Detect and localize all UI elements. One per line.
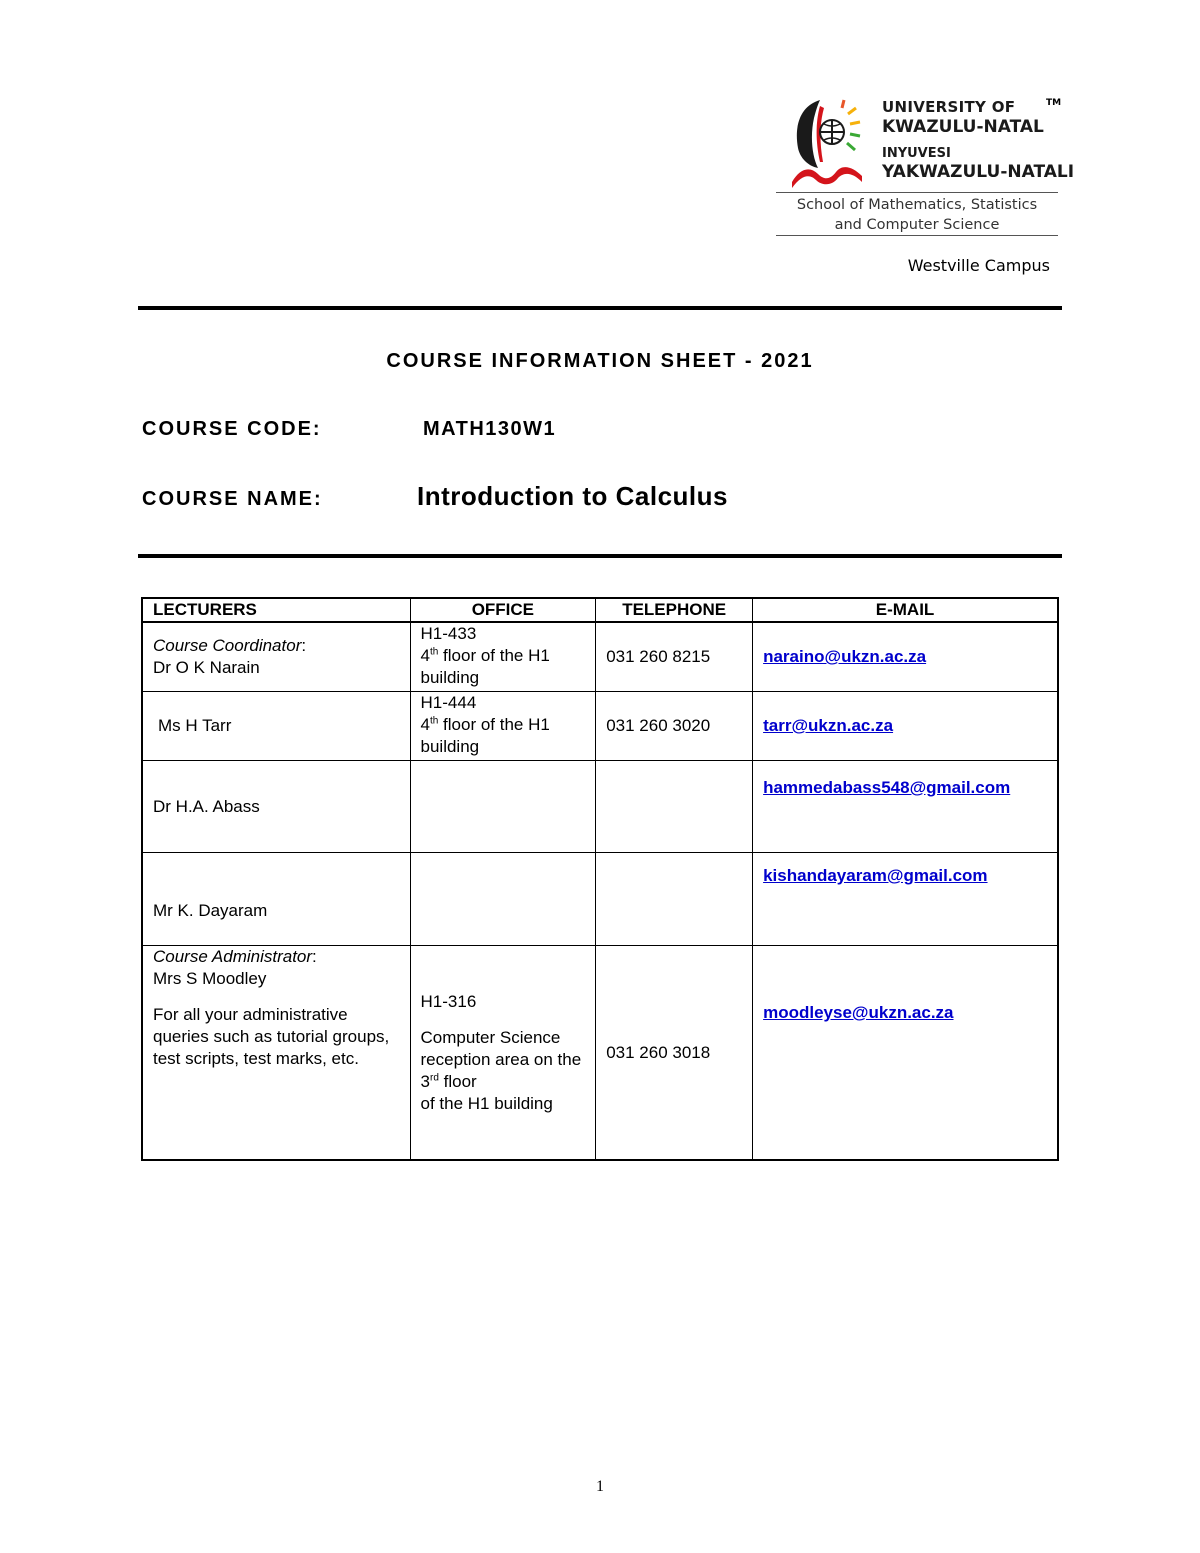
campus-name: Westville Campus (907, 256, 1050, 275)
course-name-label: COURSE NAME: (142, 488, 323, 510)
table-row (142, 946, 1058, 1161)
email-cell (753, 622, 1058, 692)
logo-text-inyuvesi: INYUVESI (882, 146, 951, 161)
lecturer-name: Ms H Tarr (158, 716, 232, 735)
lecturer-cell (142, 853, 410, 946)
table-row (142, 853, 1058, 946)
lecturer-role: Course Coordinator (153, 636, 302, 655)
lecturer-name: Mr K. Dayaram (153, 901, 268, 920)
office-cell (410, 946, 596, 1161)
lecturer-name: Dr H.A. Abass (153, 796, 260, 816)
office-code: H1-444 (420, 693, 477, 712)
email-link[interactable]: kishandayaram@gmail.com (763, 866, 988, 885)
logo-trademark: TM (1046, 98, 1062, 108)
telephone-cell (596, 761, 753, 853)
table-header-row (142, 598, 1058, 622)
ukzn-emblem-icon (790, 96, 864, 188)
logo-text-kwazulu-natal: KWAZULU-NATAL (882, 117, 1044, 137)
office-code: H1-316 (420, 991, 477, 1011)
school-name-line1: School of Mathematics, Statistics (796, 197, 1038, 213)
course-name-value: Introduction to Calculus (417, 481, 728, 511)
column-header-telephone: TELEPHONE (596, 598, 753, 622)
logo-text-yakwazulu-natali: YAKWAZULU-NATALI (882, 162, 1075, 182)
email-link[interactable]: moodleyse@ukzn.ac.za (763, 1003, 954, 1022)
office-cell (410, 761, 596, 853)
office-cell (410, 622, 596, 692)
lecturer-name: Mrs S Moodley (153, 969, 267, 988)
school-name-line2: and Computer Science (834, 217, 1000, 233)
email-cell (753, 761, 1058, 853)
lecturer-role: Course Administrator (153, 947, 313, 966)
course-code-label: COURSE CODE: (142, 418, 322, 440)
office-cell (410, 853, 596, 946)
top-divider (138, 306, 1062, 310)
email-cell (753, 946, 1058, 1161)
table-row (142, 692, 1058, 761)
lecturer-cell (142, 692, 410, 761)
email-cell (753, 692, 1058, 761)
office-code: H1-433 (420, 624, 477, 643)
telephone-cell: 031 260 8215 (596, 622, 753, 692)
office-location: Computer Science reception area on the 3rd floor (420, 1027, 582, 1091)
lecturer-cell: Course Administrator: Mrs S Moodley For all your administrative queries such as tutorial groups, test scripts, test marks, etc. (142, 946, 410, 1161)
table-row (142, 622, 1058, 692)
column-header-office: OFFICE (410, 598, 596, 622)
page-number: 1 (596, 1478, 604, 1495)
school-name (776, 195, 1058, 235)
office-location-line: of the H1 building (420, 1093, 553, 1113)
telephone-cell (596, 853, 753, 946)
telephone-cell: 031 260 3020 (596, 692, 753, 761)
logo-divider (776, 192, 1058, 193)
office-cell (410, 692, 596, 761)
email-cell (753, 853, 1058, 946)
office-location: 4th floor of the H1 building (420, 715, 550, 756)
office-location: 4th floor of the H1 building (420, 646, 550, 687)
lecturer-cell (142, 761, 410, 853)
lecturers-table (141, 597, 1059, 1161)
page-title: COURSE INFORMATION SHEET - 2021 (386, 350, 814, 372)
lecturer-name: Dr O K Narain (153, 658, 260, 677)
column-header-email: E-MAIL (753, 598, 1058, 622)
email-link[interactable]: tarr@ukzn.ac.za (763, 716, 894, 735)
administrator-note: For all your administrative queries such as tutorial groups, test scripts, test marks, etc. (153, 1005, 390, 1068)
logo-text-university-of: UNIVERSITY OF (882, 98, 1016, 116)
logo-divider (776, 235, 1058, 236)
course-code-value: MATH130W1 (423, 418, 557, 440)
bottom-divider (138, 554, 1062, 558)
telephone-cell: 031 260 3018 (596, 946, 753, 1161)
email-link[interactable]: naraino@ukzn.ac.za (763, 647, 927, 666)
table-row (142, 761, 1058, 853)
email-link[interactable]: hammedabass548@gmail.com (763, 778, 1011, 797)
university-logo (776, 96, 1075, 236)
column-header-lecturers: LECTURERS (142, 598, 410, 622)
lecturer-cell: Course Coordinator: Dr O K Narain (142, 622, 410, 692)
